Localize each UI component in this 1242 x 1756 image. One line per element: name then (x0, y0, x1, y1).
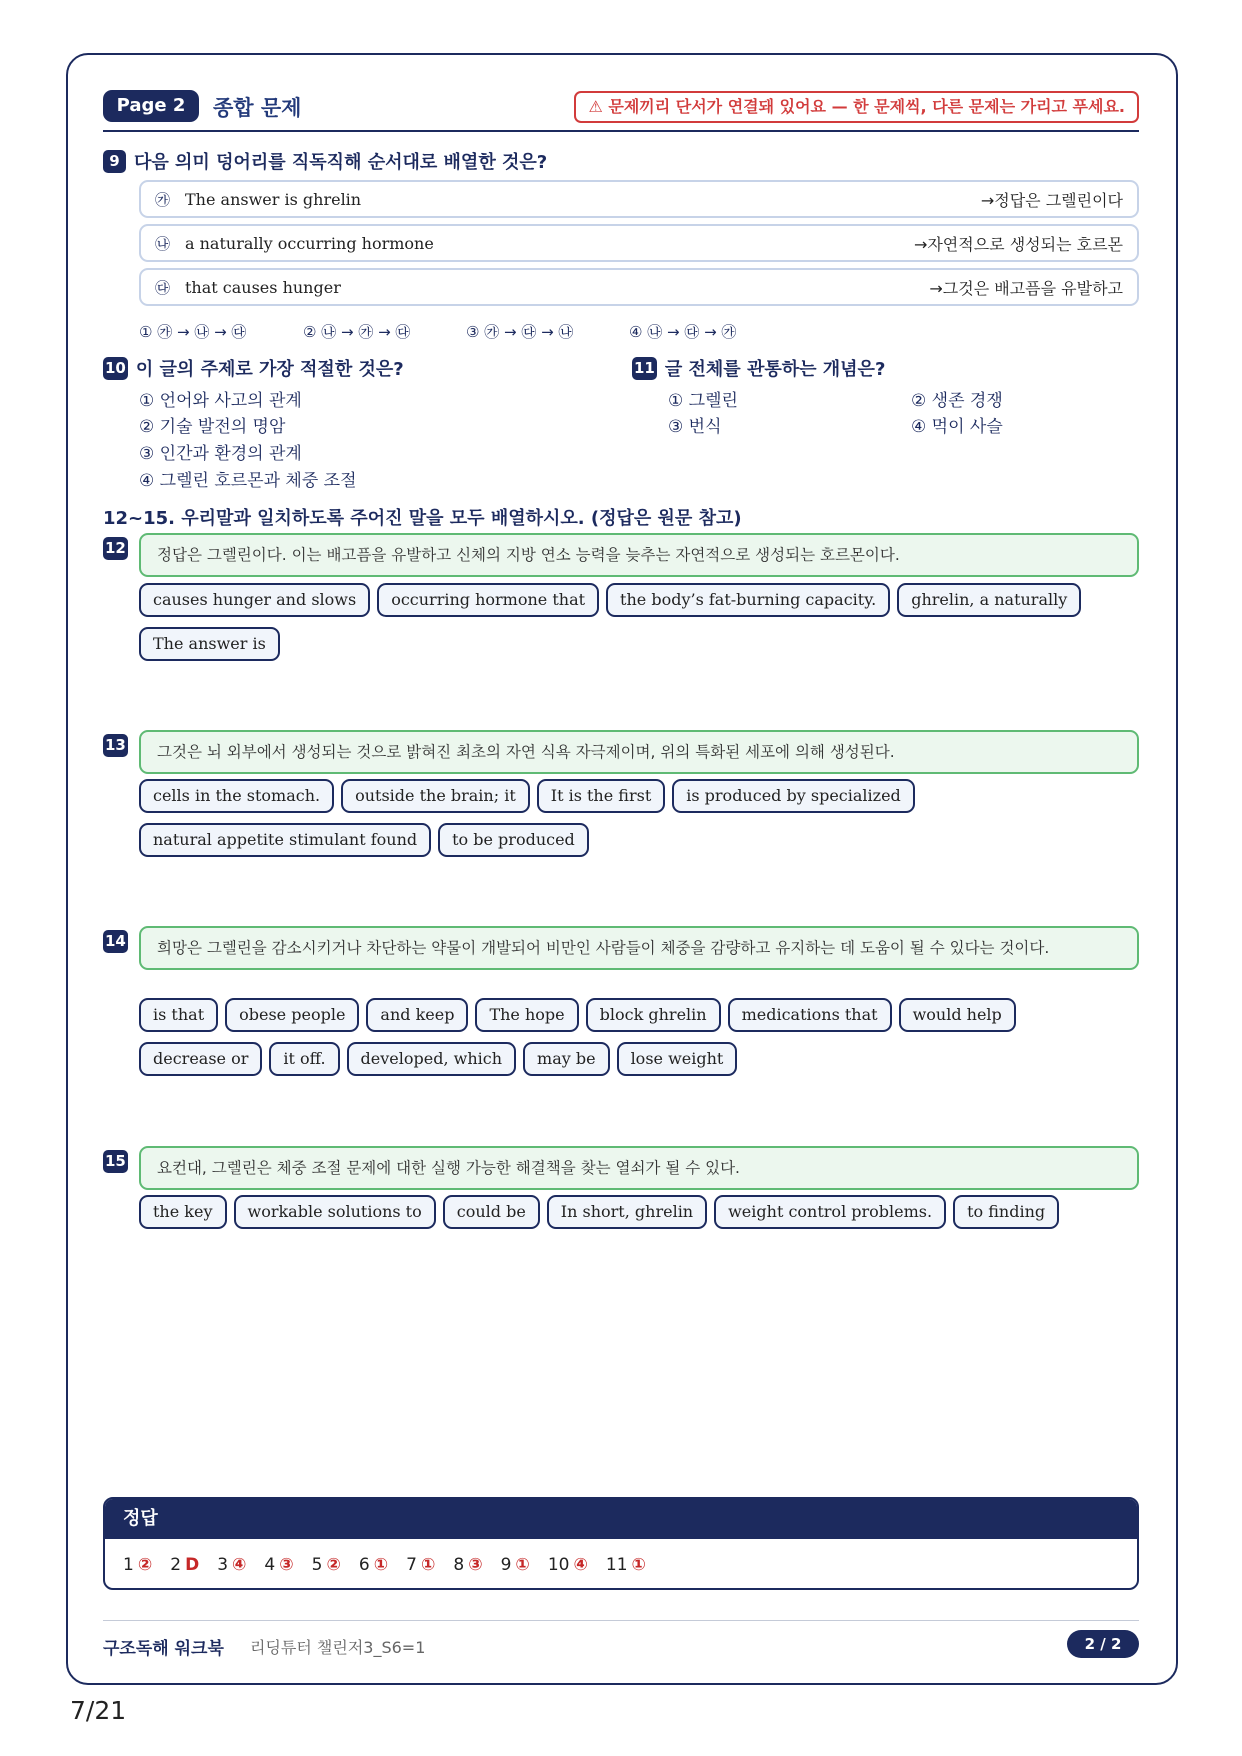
question-number: 13 (103, 734, 128, 757)
page-badge: Page 2 (103, 90, 199, 122)
answer-value: ② (137, 1554, 153, 1575)
word-chip[interactable]: block ghrelin (586, 998, 721, 1032)
answer-item (548, 1555, 588, 1575)
word-chip[interactable]: cells in the stomach. (139, 779, 334, 813)
chunk-mark: ㉯ (155, 234, 171, 253)
answer-item (123, 1555, 152, 1575)
word-chip[interactable]: The answer is (139, 627, 280, 661)
word-chip[interactable]: the key (139, 1195, 227, 1229)
q15-translation: 요컨대, 그렐린은 체중 조절 문제에 대한 실행 가능한 해결책을 찾는 열쇠가 될 수 있다. (139, 1146, 1139, 1190)
question-11-header (632, 355, 885, 381)
answer-item (170, 1555, 199, 1575)
word-chip[interactable]: to be produced (438, 823, 589, 857)
warning-banner: ⚠ 문제끼리 단서가 연결돼 있어요 — 한 문제씩, 다른 문제는 가리고 푸세요. (574, 91, 1139, 123)
answer-item (217, 1555, 246, 1575)
question-10-header (103, 355, 404, 381)
q12-translation: 정답은 그렐린이다. 이는 배고픔을 유발하고 신체의 지방 연소 능력을 늦추는 자연적으로 생성되는 호르몬이다. (139, 533, 1139, 577)
q9-option-3[interactable]: ③ ㉮ → ㉰ → ㉯ (466, 323, 574, 341)
chunk-english: The answer is ghrelin (185, 189, 362, 209)
answer-item (312, 1555, 341, 1575)
chunk-english: a naturally occurring hormone (185, 233, 434, 253)
question-13-header (103, 734, 136, 757)
chunk-mark: ㉮ (155, 190, 171, 209)
word-chip[interactable]: The hope (475, 998, 578, 1032)
word-chip[interactable]: natural appetite stimulant found (139, 823, 431, 857)
answer-value: ③ (468, 1554, 483, 1575)
word-chip[interactable]: the body’s fat-burning capacity. (606, 583, 890, 617)
answer-number: 3 (217, 1554, 229, 1575)
q11-option-1[interactable]: ① 그렐린 (668, 391, 738, 411)
footer-title: 구조독해 워크북 (103, 1639, 224, 1659)
footer-subtitle: 리딩튜터 챌린저3_S6=1 (250, 1638, 426, 1657)
q14-word-bank (139, 998, 1149, 1086)
q9-option-4[interactable]: ④ ㉯ → ㉰ → ㉮ (629, 323, 737, 341)
answer-number: 6 (358, 1554, 370, 1575)
question-prompt: 글 전체를 관통하는 개념은? (664, 359, 886, 380)
answer-value: ① (631, 1554, 646, 1575)
word-chip[interactable]: ghrelin, a naturally (897, 583, 1081, 617)
question-prompt: 다음 의미 덩어리를 직독직해 순서대로 배열한 것은? (134, 152, 548, 173)
question-number: 12 (103, 537, 128, 560)
chunk-mark: ㉰ (155, 278, 171, 297)
word-chip[interactable]: In short, ghrelin (547, 1195, 707, 1229)
word-chip[interactable]: it off. (269, 1042, 339, 1076)
answer-number: 11 (605, 1554, 628, 1575)
word-chip[interactable]: It is the first (537, 779, 666, 813)
q13-word-bank (139, 779, 1149, 867)
word-chip[interactable]: to finding (953, 1195, 1059, 1229)
answer-number: 4 (264, 1554, 276, 1575)
q10-option-3[interactable]: ③ 인간과 환경의 관계 (139, 444, 302, 464)
footer-page-badge: 2 / 2 (1067, 1630, 1139, 1658)
answer-item (359, 1555, 388, 1575)
page-header (103, 90, 1139, 132)
word-chip[interactable]: obese people (225, 998, 359, 1032)
chunk-english: that causes hunger (185, 277, 341, 297)
answer-item (606, 1555, 646, 1575)
answer-key-row (105, 1539, 1137, 1590)
chunk-da (139, 268, 1139, 306)
answer-value: ④ (232, 1554, 247, 1575)
answer-number: 9 (500, 1554, 512, 1575)
answer-value: ① (373, 1554, 389, 1575)
q11-option-2[interactable]: ② 생존 경쟁 (911, 391, 1003, 411)
question-15-header (103, 1150, 136, 1173)
answer-item (453, 1555, 482, 1575)
answer-item (264, 1555, 293, 1575)
question-number: 14 (103, 930, 128, 953)
word-chip[interactable]: and keep (366, 998, 468, 1032)
answer-value: ① (515, 1554, 530, 1575)
word-chip[interactable]: could be (443, 1195, 540, 1229)
chunk-ga (139, 180, 1139, 218)
answer-value: ③ (279, 1554, 294, 1575)
answer-item (501, 1555, 530, 1575)
chunk-korean: →정답은 그렐린이다 (980, 190, 1123, 210)
answer-number: 5 (311, 1554, 323, 1575)
footer-divider (103, 1620, 1139, 1621)
question-prompt: 이 글의 주제로 가장 적절한 것은? (135, 359, 404, 380)
question-9-header (103, 148, 547, 174)
word-chip[interactable]: medications that (728, 998, 892, 1032)
answer-number: 2 (170, 1554, 182, 1575)
answer-number: 1 (123, 1554, 134, 1575)
page-counter: 7/21 (70, 1696, 127, 1725)
answer-key-title: 정답 (105, 1499, 1137, 1539)
chunk-korean: →그것은 배고픔을 유발하고 (929, 278, 1123, 298)
q12-word-bank (139, 583, 1149, 671)
question-number: 9 (103, 150, 126, 173)
word-chip[interactable]: is produced by specialized (672, 779, 915, 813)
q10-option-4[interactable]: ④ 그렐린 호르몬과 체중 조절 (139, 471, 357, 491)
q11-option-4[interactable]: ④ 먹이 사슬 (911, 417, 1003, 437)
q14-translation: 희망은 그렐린을 감소시키거나 차단하는 약물이 개발되어 비만인 사람들이 체중을 감량하고 유지하는 데 도움이 될 수 있다는 것이다. (139, 926, 1139, 970)
word-chip[interactable]: is that (139, 998, 218, 1032)
answer-value: ④ (573, 1554, 588, 1575)
word-chip[interactable]: workable solutions to (234, 1195, 436, 1229)
answer-item (406, 1555, 435, 1575)
answer-number: 8 (453, 1554, 465, 1575)
section-title: 12~15. 우리말과 일치하도록 주어진 말을 모두 배열하시오. (정답은 원문 참고) (103, 508, 742, 529)
word-chip[interactable]: may be (523, 1042, 610, 1076)
answer-value: ① (420, 1554, 436, 1575)
word-chip[interactable]: causes hunger and slows (139, 583, 370, 617)
word-chip[interactable]: developed, which (347, 1042, 516, 1076)
word-chip[interactable]: outside the brain; it (341, 779, 530, 813)
q13-translation: 그것은 뇌 외부에서 생성되는 것으로 밝혀진 최초의 자연 식욕 자극제이며, 위의 특화된 세포에 의해 생성된다. (139, 730, 1139, 774)
q11-option-3[interactable]: ③ 번식 (668, 417, 722, 437)
question-number: 11 (632, 357, 657, 380)
q9-option-2[interactable]: ② ㉯ → ㉮ → ㉰ (303, 323, 411, 341)
word-chip[interactable]: occurring hormone that (377, 583, 599, 617)
answer-key-box (103, 1497, 1139, 1590)
q10-option-2[interactable]: ② 기술 발전의 명암 (139, 417, 286, 437)
q9-option-1[interactable]: ① ㉮ → ㉯ → ㉰ (139, 323, 247, 341)
page-title: 종합 문제 (213, 96, 302, 120)
answer-value: D (185, 1554, 200, 1575)
question-number: 10 (103, 357, 128, 380)
word-chip[interactable]: decrease or (139, 1042, 262, 1076)
question-12-header (103, 537, 136, 560)
q10-option-1[interactable]: ① 언어와 사고의 관계 (139, 391, 302, 411)
word-chip[interactable]: would help (899, 998, 1016, 1032)
answer-number: 10 (547, 1554, 570, 1575)
answer-number: 7 (406, 1554, 417, 1575)
q15-word-bank (139, 1195, 1149, 1239)
word-chip[interactable]: lose weight (617, 1042, 738, 1076)
question-number: 15 (103, 1150, 128, 1173)
answer-value: ② (326, 1554, 341, 1575)
word-chip[interactable]: weight control problems. (714, 1195, 946, 1229)
chunk-korean: →자연적으로 생성되는 호르몬 (913, 234, 1123, 254)
question-14-header (103, 930, 136, 953)
chunk-na (139, 224, 1139, 262)
